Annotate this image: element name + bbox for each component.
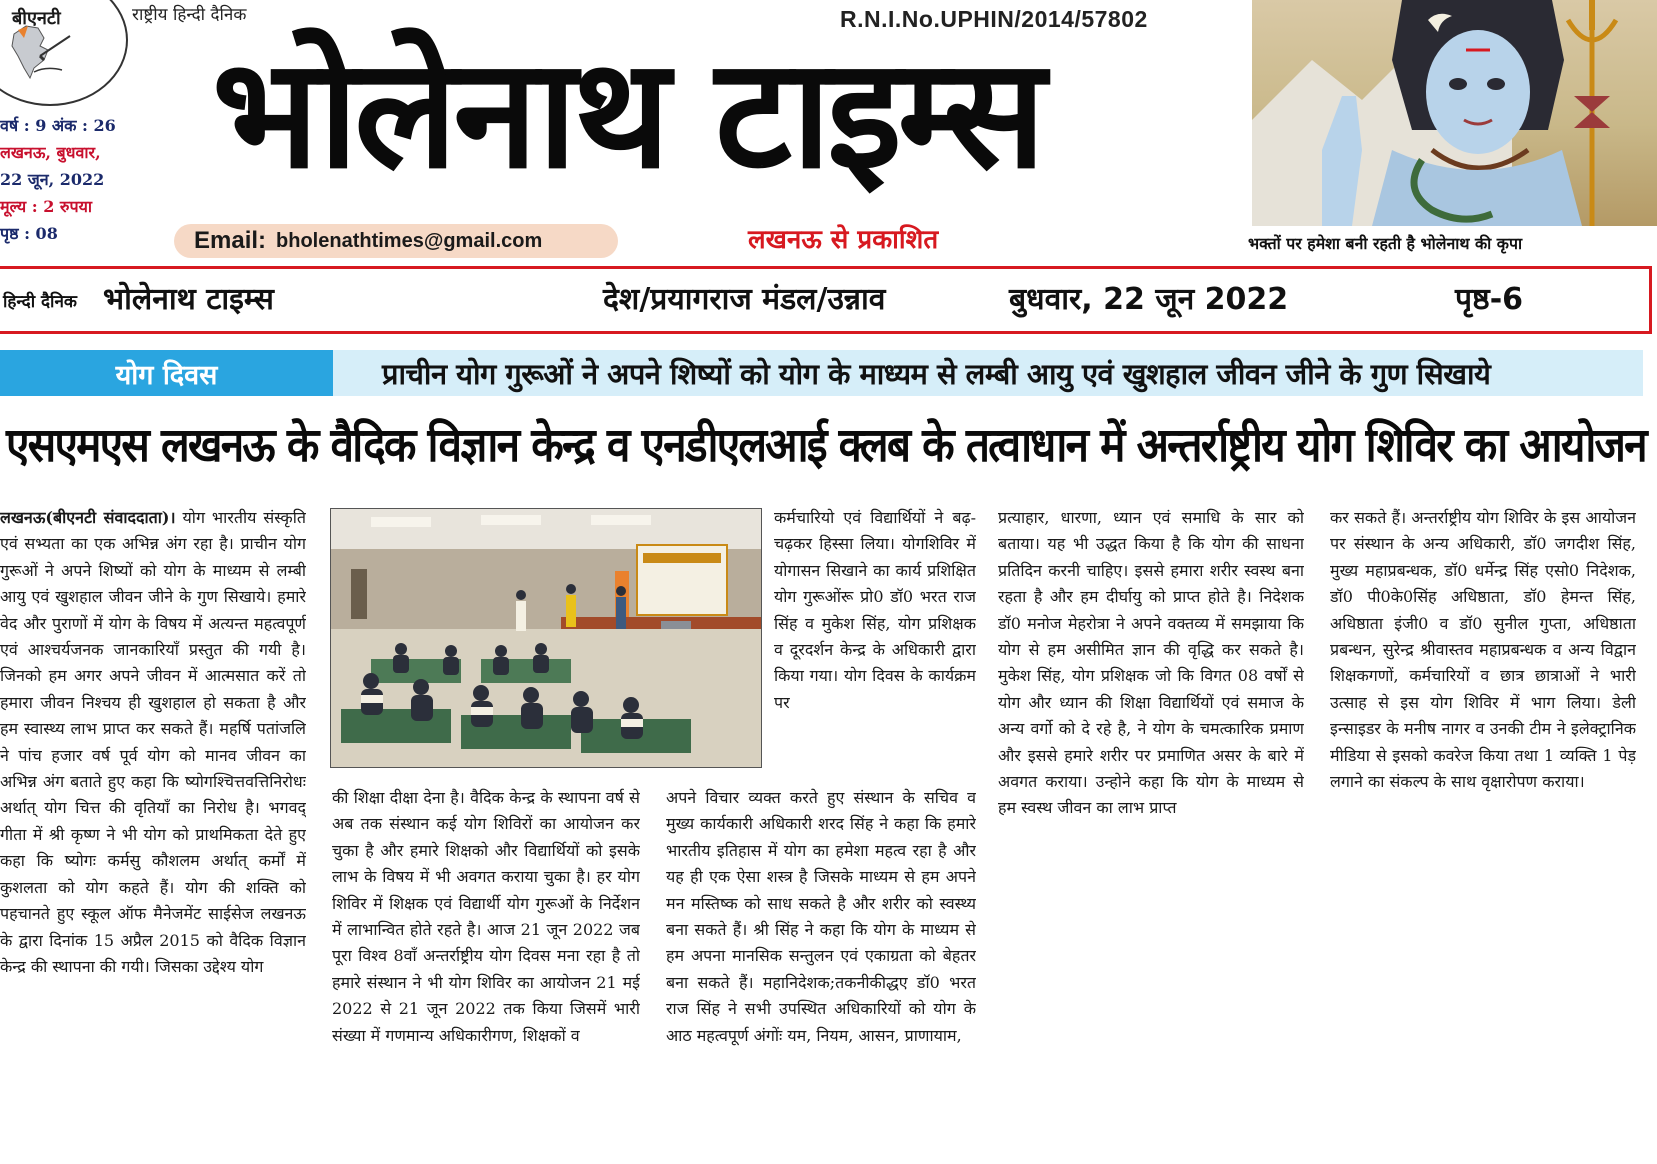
issue-year-line: वर्ष : 9 अंक : 26 bbox=[0, 116, 116, 135]
shiva-illustration bbox=[1252, 0, 1657, 226]
article-headline: एसएमएस लखनऊ के वैदिक विज्ञान केन्द्र व एनडीएलआई क्लब के तत्वाधान में अन्तर्राष्ट्रीय योग शिविर का आयोजन bbox=[6, 418, 1646, 473]
issue-price: मूल्य : 2 रुपया bbox=[0, 197, 92, 216]
article-column-3: अपने विचार व्यक्त करते हुए संस्थान के सचिव व मुख्य कार्यकारी अधिकारी शरद सिंह ने कहा कि हमारे भारतीय इतिहास में योग का हमेशा महत्व रहा है और यह ही एक ऐसा शस्त्र है जिसके माध्यम से हम अपने मन मस्तिष्क को साध सकते है और शरीर को स्वस्थ्य बना सकते हैं। श्री सिंह ने कहा कि योग के माध्यम से हम अपना मानसिक सन्तुलन एवं एकाग्रता को बेहतर बना सकते हैं। महानिदेशक;तकनीकीद्धए डॉ0 भरत राज सिंह ने सभी उपस्थित अधिकारियों को योग के आठ महत्वपूर्ण अंगोंः यम, नियम, आसन, प्राणायाम, bbox=[666, 788, 976, 1045]
issue-place-day: लखनऊ, बुधवार, bbox=[0, 143, 101, 162]
folio-date: बुधवार, 22 जून 2022 bbox=[1009, 282, 1289, 317]
folio-bar bbox=[0, 266, 1652, 334]
email-label: Email: bbox=[194, 227, 267, 254]
folio-section: देश/प्रयागराज मंडल/उन्नाव bbox=[603, 282, 886, 317]
shiva-caption: भक्तों पर हमेशा बनी रहती है भोलेनाथ की कृपा bbox=[1248, 234, 1523, 253]
published-from: लखनऊ से प्रकाशित bbox=[748, 225, 939, 255]
article-column-4: प्रत्याहार, धारणा, ध्यान एवं समाधि के सार को बताया। यह भी उद्धत किया है कि योग की साधना प्रतिदिन करनी चाहिए। इससे हमारा शरीर स्वस्थ बना रहता है और हम दीर्घायु को प्राप्त होते है। निदेशक डॉ0 मनोज मेहरोत्रा ने अपने वक्तव्य में समझाया कि योग से हम असीमित ज्ञान की वृद्धि कर सकते है। मुकेश सिंह, योग प्रशिक्षक जो कि विगत 08 वर्षों से योग और ध्यान की शिक्षा विद्यार्थियों एवं समाज के अन्य वर्गो को दे रहे है, ने योग के चमत्कारिक प्रमाण और इससे हमारे शरीर पर प्रमाणित असर के बारे में अवगत कराया। उन्होने कहा कि योग के माध्यम से हम स्वस्थ जीवन का लाभ प्राप्त bbox=[998, 508, 1304, 818]
shiva-illustration-icon bbox=[1252, 0, 1657, 226]
email-address[interactable]: bholenathtimes@gmail.com bbox=[276, 229, 543, 252]
issue-date: 22 जून, 2022 bbox=[0, 170, 105, 189]
yoga-camp-photo bbox=[330, 508, 762, 768]
logo-text: बीएनटी bbox=[12, 8, 61, 29]
kicker-text: प्राचीन योग गुरूओं ने अपने शिष्यों को योग के माध्यम से लम्बी आयु एवं खुशहाल जीवन जीने के गुण सिखाये bbox=[382, 357, 1491, 391]
kicker-tag: योग दिवस bbox=[0, 350, 333, 396]
article-dateline: लखनऊ(बीएनटी संवाददाता)। bbox=[0, 508, 176, 527]
newspaper-logo bbox=[0, 0, 128, 106]
article-column-2: की शिक्षा दीक्षा देना है। वैदिक केन्द्र के स्थापना वर्ष से अब तक संस्थान कई योग शिविरों का आयोजन कर चुका है और हमारे शिक्षको और विद्यार्थियों को इसके लाभ के विषय में भी अवगत कराया चुका है। हर योग शिविर में शिक्षक एवं विद्यार्थी योग गुरूओं के निर्देशन में लाभान्वित होते रहते है। आज 21 जून 2022 जब पूरा विश्व 8वॉं अन्तर्राष्ट्रीय योग दिवस मना रहा है तो हमारे संस्थान ने भी योग शिविर का आयोजन 21 मई 2022 से 21 जून 2022 तक किया जिसमें भारी संख्या में गणमान्य अधिकारीगण, शिक्षकों व bbox=[332, 788, 640, 1045]
issue-info bbox=[0, 112, 175, 247]
newspaper-title: भोलेनाथ टाइम्स bbox=[212, 25, 1042, 202]
article-column-5: कर सकते हैं। अन्तर्राष्ट्रीय योग शिविर के इस आयोजन पर संस्थान के अन्य अधिकारी, डॉ0 जगदीश सिंह, मुख्य महाप्रबन्धक, डॉ0 धर्मेन्द्र सिंह एसो0 निदेशक, डॉ0 पी0के0सिंह अधिष्ठाता, डॉ0 हेमन्त सिंह, अधिष्ठाता इंजी0 व डॉ0 सुनील गुप्ता, अधिष्ठाता प्रबन्धन, सुरेन्द्र श्रीवास्तव महाप्रबन्धक व अन्य विद्वान शिक्षकगणों, कर्मचारियों व छात्र छात्राओं ने भारी उत्साह से इस योग शिविर में भाग लिया। डेली इन्साइडर के मनीष नागर व उनकी टीम ने इलेक्ट्रानिक मीडिया से इसको कवरेज किया तथा 1 व्यक्ति 1 पेड़ लगाने का संकल्प के साथ वृक्षारोपण कराया। bbox=[1330, 508, 1636, 792]
article-column-1-text: योग भारतीय संस्कृति एवं सभ्यता का एक अभिन्न अंग रहा है। प्राचीन योग गुरूओं ने अपने शिष्यों को योग के माध्यम से लम्बी आयु एवं खुशहाल जीवन जीने के गुण सिखाये। हमारे वेद और पुराणों में योग के विषय में अत्यन्त महत्वपूर्ण एवं आश्चर्यजनक जानकारियाँ प्रस्तुत की गयी है। जिनको हम अगर अपने जीवन में आत्मसात करें तो हमारा जीवन निश्चय ही खुशहाल हो सकता है और हम स्वास्थ्य लाभ प्राप्त कर सकते हैं। महर्षि पतांजलि ने पांच हजार वर्ष पूर्व योग को मानव जीवन का अभिन्न अंग बताते हुए कहा कि ष्योगश्चित्तवत्तिनिरोधः अर्थात् योग चित्त की वृतियाँ का निरोध है। भगवद् गीता में श्री कृष्ण ने भी योग को प्राथमिकता देते हुए कहा कि ष्योगः कर्मसु कौशलम अर्थात् कर्मों में कुशलता को योग कहते हैं। योग की शक्ति को पहचानते हुए स्कूल ऑफ मैनेजमेंट साईसेज लखनऊ के द्वारा दिनांक 15 अप्रैल 2015 को वैदिक विज्ञान केन्द्र की स्थापना की गयी। जिसका उद्देश्य योग bbox=[0, 508, 306, 976]
email-pill bbox=[174, 224, 618, 258]
rni-number: R.N.I.No.UPHIN/2014/57802 bbox=[840, 6, 1148, 32]
folio-paper-label: हिन्दी दैनिक bbox=[3, 292, 77, 312]
article-column-3-top: कर्मचारियो एवं विद्यार्थियों ने बढ़-चढ़कर हिस्सा लिया। योगशिविर में योगासन सिखाने का कार्य प्रशिक्षित योग गुरूओंरू प्रो0 डॉ0 भरत राज सिंह व मुकेश सिंह, योग प्रशिक्षक व दूरदर्शन केन्द्र के अधिकारी द्वारा किया गया। योग दिवस के कार्यक्रम पर bbox=[774, 508, 976, 712]
article-column-1 bbox=[0, 505, 306, 1141]
issue-pages: पृष्ठ : 08 bbox=[0, 224, 58, 243]
folio-page-number: पृष्ठ-6 bbox=[1455, 282, 1524, 317]
yoga-camp-photo-icon bbox=[331, 509, 762, 768]
folio-paper-name: भोलेनाथ टाइम्स bbox=[103, 282, 274, 317]
paper-tagline: राष्ट्रीय हिन्दी दैनिक bbox=[132, 5, 247, 25]
masthead bbox=[0, 0, 1657, 262]
